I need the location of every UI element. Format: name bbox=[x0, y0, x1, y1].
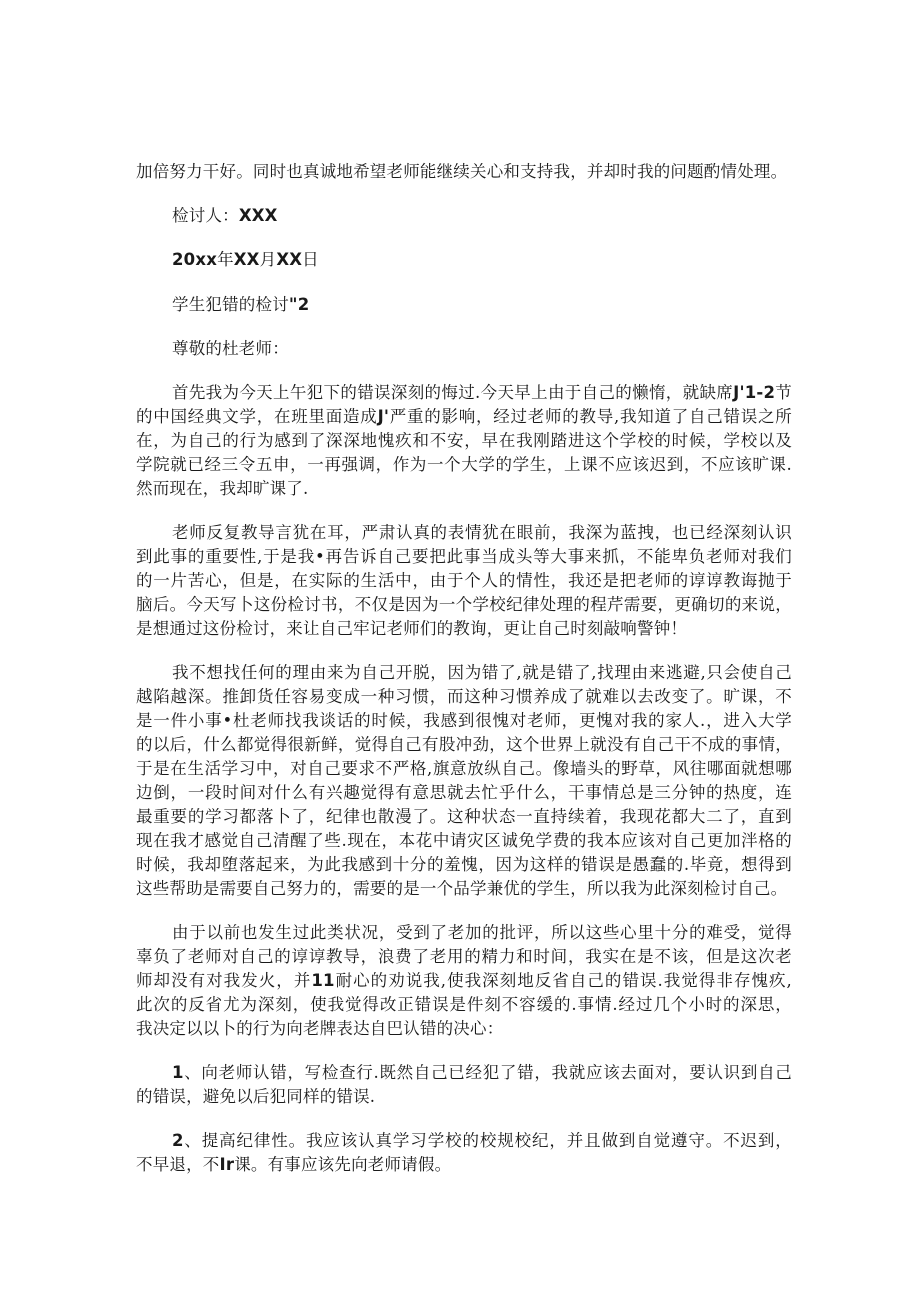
paragraph-line: 越陷越深。推卸货任容易变成一种习惯，而这种习惯养成了就难以去改变了。旷课，不 bbox=[136, 687, 792, 706]
paragraph-line: 由于以前也发生过此类状况，受到了老加的批评，所以这些心里十分的难受，觉得 bbox=[172, 923, 792, 942]
list-item-line bbox=[172, 1061, 792, 1085]
text-run: 、提高纪律性。我应该认真学习学校的校规校纪，并且做到自觉遵守。不迟到， bbox=[183, 1131, 792, 1150]
section-title-number: "2 bbox=[288, 295, 310, 314]
text-run: J' bbox=[377, 407, 390, 426]
paragraph-line: 我决定以以卜的行为向老牌表达自巴认错的决心： bbox=[136, 1019, 504, 1038]
date-year: 20xx bbox=[172, 250, 218, 269]
section-title-text: 学生犯错的检讨 bbox=[172, 295, 289, 314]
text-run: 师却没有对我发火，并 bbox=[136, 971, 312, 990]
text-run: 节 bbox=[775, 383, 792, 402]
list-item-line: 的错误，避免以后犯同样的错误. bbox=[136, 1087, 376, 1106]
paragraph-line: 到此事的重要性,于是我•再告诉自己要把此事当成头等大事来抓，不能卑负老师对我们 bbox=[136, 547, 792, 566]
paragraph-line: 在，为自己的行为感到了深深地愧疚和不安，早在我刚踏进这个学校的时候，学校以及 bbox=[136, 431, 792, 450]
list-item-line bbox=[136, 1153, 792, 1177]
list-item-line bbox=[172, 1129, 792, 1153]
paragraph-line: 于是在生活学习中，对自己要求不严格,旗意放纵自己。像墙头的野草，风往哪面就想哪 bbox=[136, 759, 792, 778]
paragraph-line: 辜负了老师对自己的谆谆教导，浪费了老用的精力和时间，我实在是不该，但是这次老 bbox=[136, 947, 792, 966]
date-day-char: 日 bbox=[302, 250, 319, 269]
text-run: 严重的影响，经过老师的教导,我知道了自己错误之所 bbox=[389, 407, 792, 426]
date-month-char: 月 bbox=[259, 250, 277, 269]
text-run: 课。有事应该先向老师请假。 bbox=[234, 1155, 452, 1174]
text-run: Ir bbox=[219, 1155, 235, 1174]
date-day: XX bbox=[276, 250, 303, 269]
list-item-number: 2 bbox=[172, 1131, 184, 1150]
paragraph-line: 最重要的学习都落卜了，纪律也散漫了。这种状态一直持续着，我现花都大二了，直到 bbox=[136, 807, 792, 826]
paragraph-line bbox=[136, 405, 792, 429]
list-item-number: 1 bbox=[172, 1063, 184, 1082]
paragraph-line: 这些帮助是需要自己努力的，需要的是一个品学兼优的学生，所以我为此深刻检讨自己。 bbox=[136, 879, 788, 898]
signer-name: XXX bbox=[238, 206, 278, 225]
salutation: 尊敬的杜老师： bbox=[172, 339, 289, 358]
paragraph-line: 时候，我却堕落起来，为此我感到十分的羞愧，因为这样的错误是愚蠢的.毕竟，想得到 bbox=[136, 855, 792, 874]
date-month: XX bbox=[233, 250, 260, 269]
signer-line bbox=[172, 204, 278, 228]
paragraph-line: 学院就已经三令五申，一再强调，作为一个大学的学生，上课不应该迟到，不应该旷课. bbox=[136, 455, 792, 474]
paragraph-line bbox=[136, 969, 792, 993]
text-run: 、向老师认错，写检查行.既然自己已经犯了错，我就应该去面对，要认识到自己 bbox=[183, 1063, 792, 1082]
text-run: 首先我为今天上午犯下的错误深刻的悔过.今天早上由于自己的懒惰，就缺席 bbox=[172, 383, 734, 402]
paragraph-line: 的以后，什么都觉得很新鲜，觉得自己有股冲劲，这个世界上就没有自己干不成的事情， bbox=[136, 735, 792, 754]
text-run: 的中国经典文学，在班里面造成 bbox=[136, 407, 378, 426]
date-year-char: 年 bbox=[217, 250, 234, 269]
date-line bbox=[172, 248, 319, 272]
paragraph-line: 老师反复教导言犹在耳，严肃认真的表情犹在眼前，我深为蓝拽，也已经深刻认识 bbox=[172, 523, 792, 542]
paragraph-line: 是想通过这份检讨，来让自己牢记老师们的教询，更让自己时刻敲响警钟！ bbox=[136, 619, 688, 638]
section-title bbox=[172, 293, 309, 317]
continuation-line: 加倍努力干好。同时也真诚地希望老师能继续关心和支持我，并却时我的问题酌情处理。 bbox=[136, 162, 788, 181]
paragraph-line: 我不想找任何的理由来为自己开脱，因为错了,就是错了,找理由来逃避,只会使自己 bbox=[172, 663, 792, 682]
text-run: 不早退，不 bbox=[136, 1155, 220, 1174]
paragraph-line: 边倒，一段时间对什么有兴趣觉得有意思就去忙乎什么，干事情总是三分钟的热度，连 bbox=[136, 783, 792, 802]
paragraph-line: 现在我才感觉自己清醒了些.现在，本花中请灾区诚免学费的我本应该对自己更加泮格的 bbox=[136, 831, 792, 850]
text-run: 11 bbox=[311, 971, 335, 990]
paragraph-line: 的一片苦心，但是，在实际的生活中，由于个人的情性，我还是把老师的谆谆教诲抛于 bbox=[136, 571, 792, 590]
signer-label: 检讨人： bbox=[172, 206, 239, 225]
paragraph-line bbox=[172, 381, 792, 405]
paragraph-line: 是一件小事•杜老师找我谈话的时候，我感到很愧对老师，更愧对我的家人.，进入大学 bbox=[136, 711, 792, 730]
text-run: 耐心的劝说我,使我深刻地反省自己的错误.我觉得非存愧疚, bbox=[334, 971, 792, 990]
paragraph-line: 此次的反省尤为深刻，使我觉得改正错误是件刻不容缓的.事情.经过几个小时的深思， bbox=[136, 995, 792, 1014]
paragraph-line: 脑后。今天写卜这份检讨书，不仅是因为一个学校纪律处理的程芹需要，更确切的来说， bbox=[136, 595, 792, 614]
paragraph-line: 然而现在，我却旷课了. bbox=[136, 479, 309, 498]
text-run: J'1-2 bbox=[733, 383, 776, 402]
